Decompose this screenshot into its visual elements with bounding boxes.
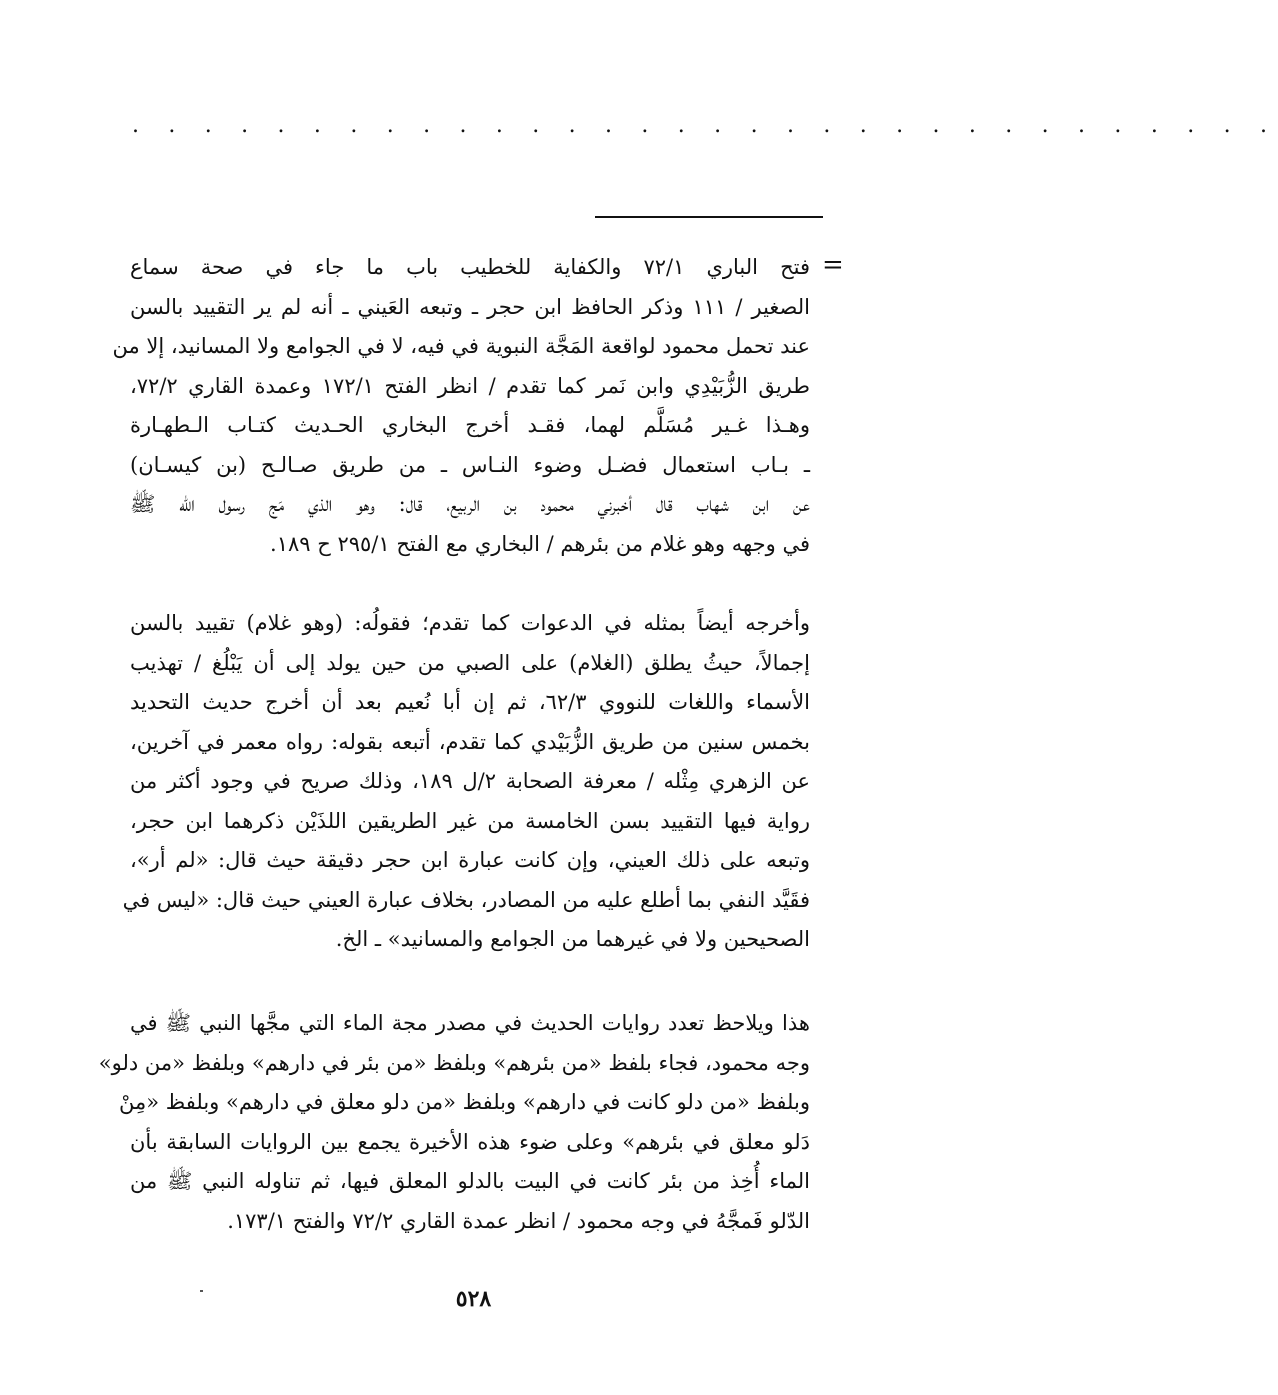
text-line: ـ بـاب استعمال فضـل وضوء النـاس ـ من طريق صـالـح (بن كيسـان): [130, 452, 810, 477]
text-line: وأخرجه أيضاً بمثله في الدعوات كما تقدم؛ فقولُه: (وهو غلام) تقييد بالسن: [130, 611, 810, 635]
footnote-paragraph-3: [98, 1004, 810, 1241]
continuation-mark: =: [822, 250, 844, 280]
text-line: عن ابن شهاب قال أخبرني محمود بن الربيع، قال: وهو الذي مَج رسول الله ﷺ: [130, 492, 810, 516]
dotted-separator: . . . . . . . . . . . . . . . . . . . . . . . . . . . . . . . .: [132, 113, 1278, 138]
text-line: الدّلو فَمجَّهُ في وجه محمود / انظر عمدة القاري ٧٢/٢ والفتح ١٧٣/١.: [227, 1208, 810, 1233]
page-number: ٥٢٨: [455, 1286, 492, 1312]
footnote-rule: [595, 216, 823, 218]
text-line: بخمس سنين من طريق الزُّبَيْدي كما تقدم، أتبعه بقوله: رواه معمر في آخرين،: [130, 729, 810, 754]
footnote-paragraph-2: [122, 604, 811, 960]
text-line: عند تحمل محمود لواقعة المَجَّة النبوية في فيه، لا في الجوامع ولا المسانيد، إلا من: [112, 334, 810, 358]
text-line: عن الزهري مِثْله / معرفة الصحابة ٢/ل ١٨٩، وذلك صريح في وجود أكثر من: [130, 769, 811, 793]
text-line: في وجهه وهو غلام من بئرهم / البخاري مع الفتح ٢٩٥/١ ح ١٨٩.: [270, 531, 810, 556]
footnote-paragraph-1: [112, 248, 810, 564]
text-line: الصحيحين ولا في غيرهما من الجوامع والمسانيد» ـ الخ.: [335, 927, 810, 951]
text-line: إجمالاً، حيثُ يطلق (الغلام) على الصبي من حين يولد إلى أن يَبْلُغ / تهذيب: [130, 650, 810, 675]
text-line: فتح الباري ٧٢/١ والكفاية للخطيب باب ما جاء في صحة سماع: [130, 255, 810, 279]
text-line: الصغير / ١١١ وذكر الحافظ ابن حجر ـ وتبعه العَيني ـ أنه لم ير التقييد بالسن: [130, 294, 810, 319]
text-line: الأسماء واللغات للنووي ٦٢/٣، ثم إن أبا نُعيم بعد أن أخرج حديث التحديد: [130, 690, 811, 714]
text-line: رواية فيها التقييد بسن الخامسة من غير الطريقين اللذَيْن ذكرهما ابن حجر،: [130, 808, 810, 833]
text-line: طريق الزُّبَيْدِي وابن نَمر كما تقدم / انظر الفتح ١٧٢/١ وعمدة القاري ٧٢/٢،: [130, 373, 810, 398]
text-line: وهـذا غـير مُسَلَّم لهما، فقـد أخرج البخاري الحـديث كتـاب الـطهـارة: [130, 413, 810, 437]
text-line: وجه محمود، فجاء بلفظ «من بئرهم» وبلفظ «من بئر في دارهم» وبلفظ «من دلو»: [98, 1050, 810, 1075]
text-line: دَلو معلق في بئرهم» وعلى ضوء هذه الأخيرة يجمع بين الروايات السابقة بأن: [130, 1129, 810, 1154]
text-line: الماء أُخِذ من بئر كانت في البيت بالدلو المعلق فيها، ثم تناوله النبي ﷺ من: [130, 1169, 810, 1193]
text-line: هذا ويلاحظ تعدد روايات الحديث في مصدر مجة الماء التي مجَّها النبي ﷺ في: [130, 1011, 810, 1035]
text-line: وبلفظ «من دلو كانت في دارهم» وبلفظ «من دلو معلق في دارهم» وبلفظ «مِنْ: [119, 1090, 810, 1114]
text-line: وتبعه على ذلك العيني، وإن كانت عبارة ابن حجر دقيقة حيث قال: «لم أر»،: [130, 848, 810, 872]
text-line: فقَيَّد النفي بما أطلع عليه من المصادر، بخلاف عبارة العيني حيث قال: «ليس في: [122, 887, 810, 912]
